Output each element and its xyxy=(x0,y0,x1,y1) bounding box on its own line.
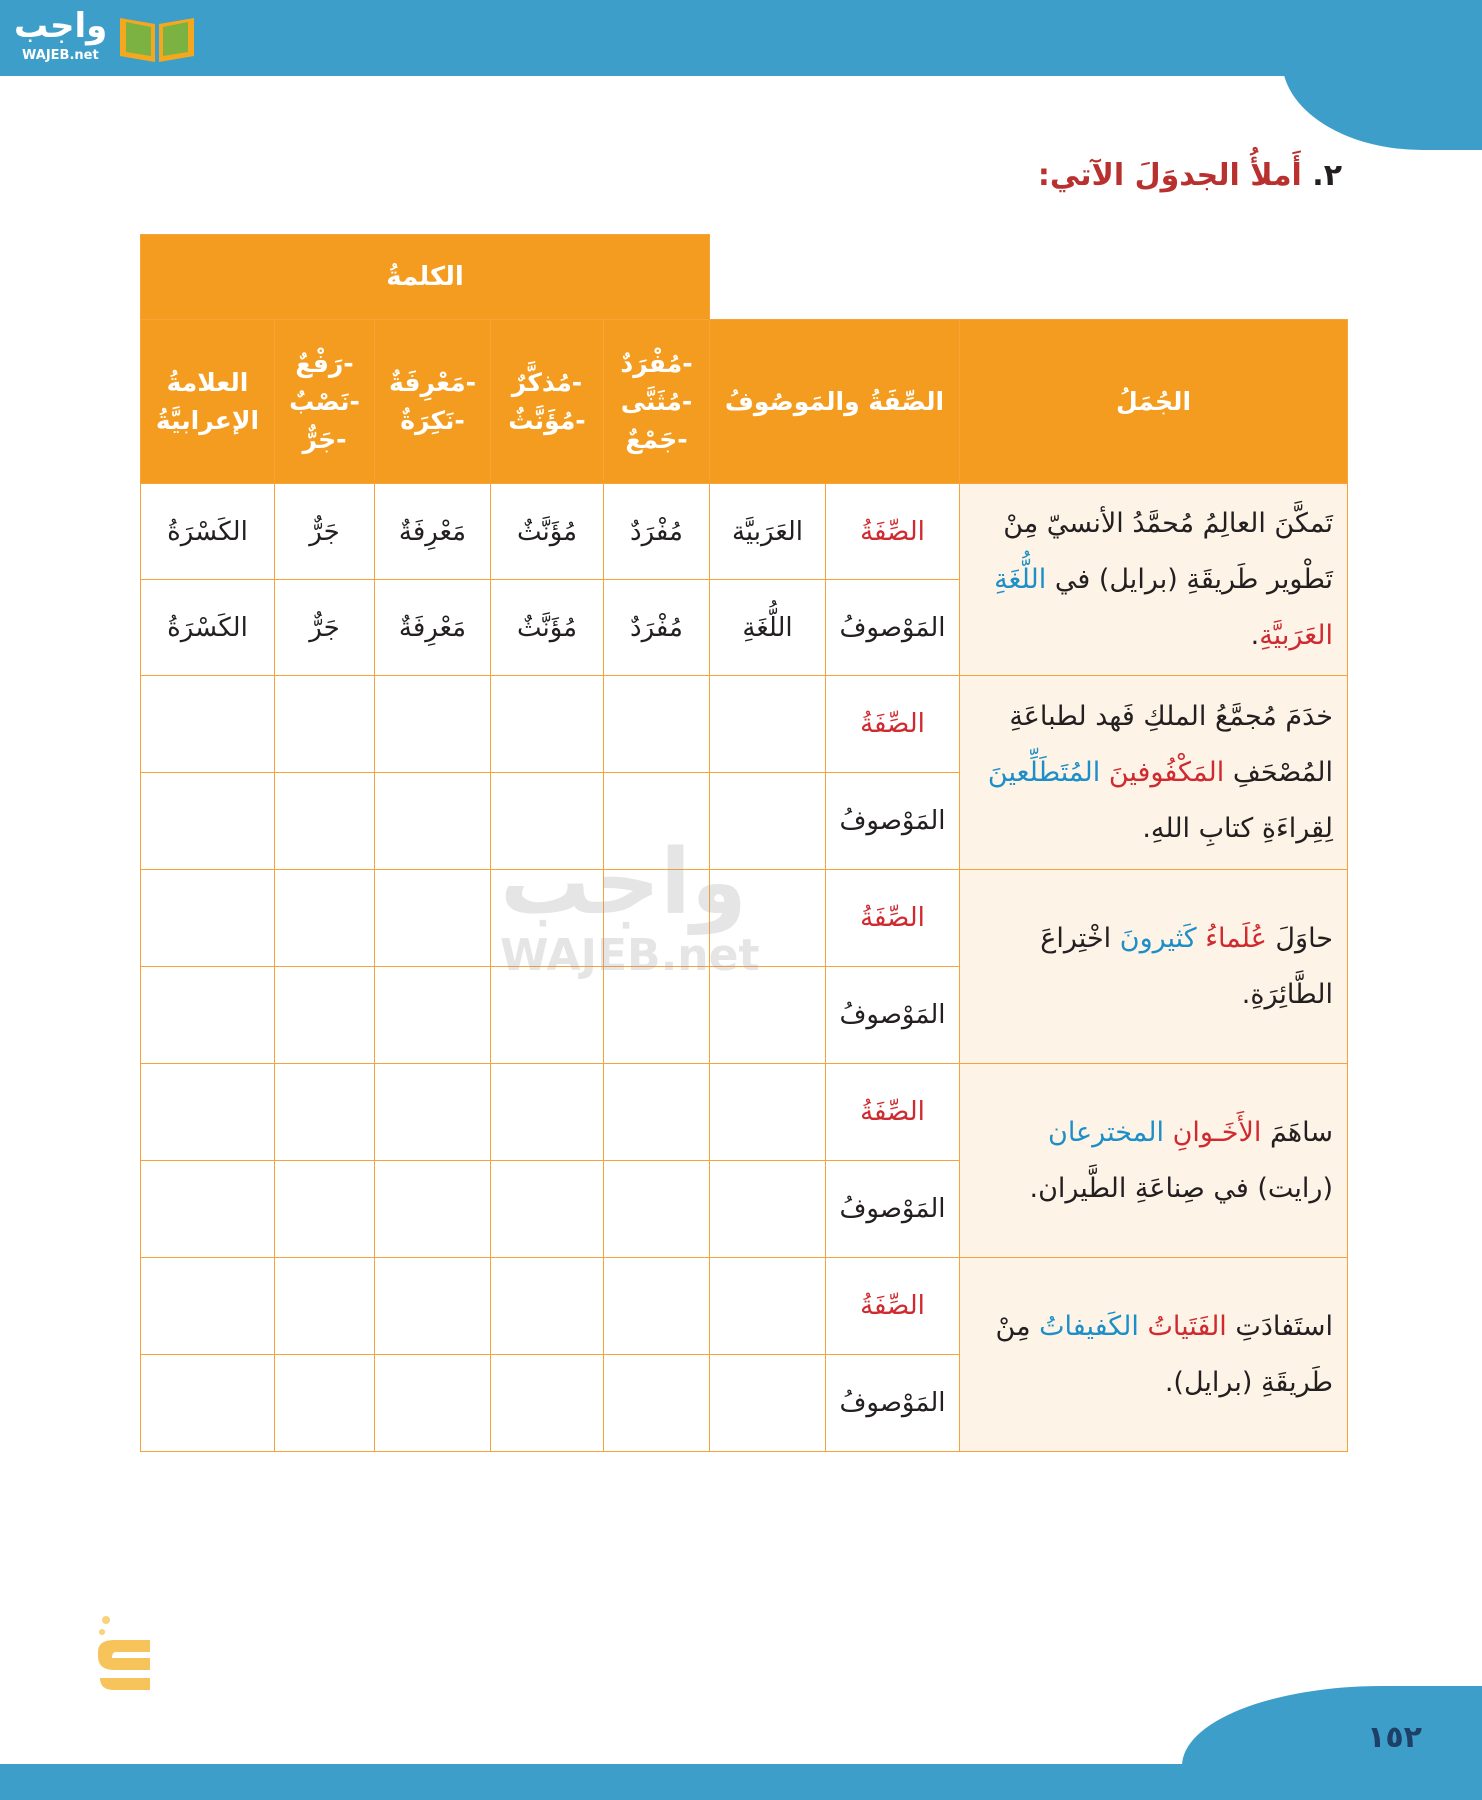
sentence-highlight-red: الأَخَـوانِ xyxy=(1172,1116,1262,1148)
sentence-highlight-blue: المُتَطَلِّعينَ xyxy=(987,756,1101,788)
answer-cell-number[interactable] xyxy=(604,1258,710,1355)
answer-cell-number[interactable] xyxy=(604,676,710,773)
answer-cell-case[interactable]: جَرٌّ xyxy=(275,580,375,676)
header-gender xyxy=(491,320,604,484)
answer-cell-marker[interactable] xyxy=(141,676,275,773)
answer-cell-gender[interactable] xyxy=(491,1161,604,1258)
answer-cell-definiteness[interactable]: مَعْرِفَةٌ xyxy=(375,580,491,676)
sentence-text: اخْتِراعَ الطَّائِرَةِ. xyxy=(1040,922,1333,1010)
header-definiteness xyxy=(375,320,491,484)
role-label-mawsuf: المَوْصوفُ xyxy=(826,1355,960,1452)
answer-cell-gender[interactable] xyxy=(491,676,604,773)
logo-domain: WAJEB.net xyxy=(22,48,99,63)
sentence-cell xyxy=(960,1064,1348,1258)
sentence-text: استَفادَتِ xyxy=(1226,1310,1333,1342)
sentence-cell xyxy=(960,676,1348,870)
role-label-sifa: الصِّفَةُ xyxy=(826,1258,960,1355)
header-marker-line: العلامةُ xyxy=(166,367,249,397)
answer-cell-gender[interactable]: مُؤَنَّثٌ xyxy=(491,580,604,676)
role-label-mawsuf: المَوْصوفُ xyxy=(826,967,960,1064)
sentence-text: حاوَلَ xyxy=(1266,922,1333,954)
table-corner xyxy=(710,235,1348,320)
sentence-highlight-blue: اللُّغَةِ xyxy=(994,563,1047,595)
answer-cell-case[interactable] xyxy=(275,676,375,773)
answer-cell-number[interactable]: مُفْرَدٌ xyxy=(604,484,710,580)
table-row xyxy=(141,1064,1348,1161)
header-case-line: -رَفْعٌ xyxy=(295,348,354,378)
sentence-text: لِقِراءَةِ كتابِ اللهِ. xyxy=(1142,812,1333,844)
answer-cell-marker[interactable] xyxy=(141,967,275,1064)
answer-cell-number[interactable]: مُفْرَدٌ xyxy=(604,580,710,676)
exercise-instruction: أَملأُ الجدوَلَ الآتي: xyxy=(1037,158,1302,193)
watermark-domain: WAJEB.net xyxy=(500,930,760,981)
sentence-text: ساهَمَ xyxy=(1261,1116,1333,1148)
answer-cell-case[interactable] xyxy=(275,1064,375,1161)
header-number-line: -مُفْرَدٌ xyxy=(620,348,693,378)
answer-cell-marker[interactable] xyxy=(141,773,275,870)
sentence-text: (رايت) في صِناعَةِ الطَّيران. xyxy=(1029,1172,1333,1204)
answer-cell-number[interactable] xyxy=(604,1064,710,1161)
header-sifa-mawsuf: الصِّفَةُ والمَوصُوفُ xyxy=(710,320,960,484)
answer-cell-definiteness[interactable] xyxy=(375,1161,491,1258)
header-case-line: -جَرٌّ xyxy=(302,424,347,454)
answer-cell-marker[interactable] xyxy=(141,1161,275,1258)
header-number-line: -جَمْعٌ xyxy=(625,424,688,454)
answer-cell-definiteness[interactable]: مَعْرِفَةٌ xyxy=(375,484,491,580)
answer-cell-word[interactable]: اللُّغَةِ xyxy=(710,580,826,676)
sentence-highlight-blue: كَثيرونَ xyxy=(1119,922,1197,954)
answer-cell-marker[interactable] xyxy=(141,1258,275,1355)
answer-cell-case[interactable] xyxy=(275,1355,375,1452)
role-label-mawsuf: المَوْصوفُ xyxy=(826,1161,960,1258)
answer-cell-case[interactable] xyxy=(275,1161,375,1258)
role-label-mawsuf: المَوْصوفُ xyxy=(826,773,960,870)
answer-cell-gender[interactable] xyxy=(491,1258,604,1355)
answer-cell-case[interactable]: جَرٌّ xyxy=(275,484,375,580)
role-label-sifa: الصِّفَةُ xyxy=(826,484,960,580)
table-row xyxy=(141,1258,1348,1355)
answer-cell-word[interactable] xyxy=(710,676,826,773)
watermark xyxy=(500,830,1000,990)
top-banner xyxy=(0,0,1482,76)
answer-cell-case[interactable] xyxy=(275,967,375,1064)
header-gender-line: -مُؤَنَّثٌ xyxy=(508,405,586,435)
answer-cell-definiteness[interactable] xyxy=(375,1258,491,1355)
answer-cell-definiteness[interactable] xyxy=(375,1064,491,1161)
answer-cell-definiteness[interactable] xyxy=(375,967,491,1064)
header-definiteness-line: -نَكِرَةٌ xyxy=(400,405,465,435)
sentence-highlight-red: المَكْفُوفينَ xyxy=(1108,756,1225,788)
answer-cell-case[interactable] xyxy=(275,1258,375,1355)
answer-cell-word[interactable] xyxy=(710,1258,826,1355)
answer-cell-word[interactable] xyxy=(710,1355,826,1452)
answer-cell-marker[interactable]: الكَسْرَةُ xyxy=(141,484,275,580)
answer-cell-word[interactable] xyxy=(710,1161,826,1258)
answer-cell-marker[interactable] xyxy=(141,1355,275,1452)
answer-cell-gender[interactable]: مُؤَنَّثٌ xyxy=(491,484,604,580)
header-definiteness-line: -مَعْرِفَةٌ xyxy=(388,367,477,397)
sentence-highlight-blue: المخترعان xyxy=(1048,1116,1164,1148)
header-number-line: -مُثَنَّى xyxy=(620,386,693,416)
table-row xyxy=(141,484,1348,580)
sentence-cell xyxy=(960,1258,1348,1452)
answer-cell-word[interactable]: العَرَبيَّة xyxy=(710,484,826,580)
top-banner-curve xyxy=(1282,50,1482,150)
header-sentences: الجُمَلُ xyxy=(960,320,1348,484)
book-icon xyxy=(118,12,196,64)
sentence-highlight-red: الفَتَياتُ xyxy=(1147,1310,1227,1342)
wajeb-logo[interactable] xyxy=(10,6,190,68)
answer-cell-case[interactable] xyxy=(275,870,375,967)
sentence-text xyxy=(1164,1117,1173,1148)
table-row xyxy=(141,676,1348,773)
header-case xyxy=(275,320,375,484)
answer-cell-definiteness[interactable] xyxy=(375,773,491,870)
header-case-line: -نَصْبٌ xyxy=(289,386,360,416)
bottom-banner xyxy=(0,1764,1482,1800)
role-label-sifa: الصِّفَةُ xyxy=(826,870,960,967)
answer-cell-definiteness[interactable] xyxy=(375,676,491,773)
sentence-text: . xyxy=(1250,619,1260,651)
sentence-text: خدَمَ مُجمَّعُ الملكِ فَهد لطباعَةِ المُصْحَفِ xyxy=(1009,700,1333,788)
answer-cell-number[interactable] xyxy=(604,1355,710,1452)
header-gender-line: -مُذكَّرٌ xyxy=(511,367,583,397)
exercise-number: ٢. xyxy=(1312,158,1342,193)
answer-cell-definiteness[interactable] xyxy=(375,870,491,967)
sentence-cell xyxy=(960,870,1348,1064)
answer-cell-gender[interactable] xyxy=(491,1064,604,1161)
watermark-text: واجب xyxy=(500,830,747,935)
role-label-sifa: الصِّفَةُ xyxy=(826,676,960,773)
sentence-highlight-blue: الكَفيفاتُ xyxy=(1039,1310,1139,1342)
page-number: ١٥٢ xyxy=(1367,1720,1422,1755)
answer-cell-number[interactable] xyxy=(604,1161,710,1258)
sentence-text xyxy=(1100,757,1109,788)
logo-word: واجب xyxy=(14,6,108,46)
sentence-text: مِنْ طَريقَةِ (برايل). xyxy=(995,1310,1333,1398)
header-number xyxy=(604,320,710,484)
answer-cell-marker[interactable] xyxy=(141,1064,275,1161)
answer-cell-word[interactable] xyxy=(710,1064,826,1161)
answer-cell-definiteness[interactable] xyxy=(375,1355,491,1452)
side-brand-icon xyxy=(92,1612,162,1700)
answer-cell-gender[interactable] xyxy=(491,1355,604,1452)
answer-cell-case[interactable] xyxy=(275,773,375,870)
sentence-text: تَمكَّنَ العالِمُ مُحمَّدُ الأنسيّ مِنْ تَطْوير طَريقَةِ (برايل) في xyxy=(1003,507,1333,595)
sentence-highlight-red: العَرَبيَّةِ xyxy=(1259,619,1333,651)
sentence-text xyxy=(1197,923,1206,954)
role-label-mawsuf: المَوْصوفُ xyxy=(826,580,960,676)
sentence-cell xyxy=(960,484,1348,676)
role-label-sifa: الصِّفَةُ xyxy=(826,1064,960,1161)
header-marker xyxy=(141,320,275,484)
header-marker-line: الإعرابيَّةُ xyxy=(155,405,260,435)
sentence-highlight-red: عُلَماءُ xyxy=(1205,922,1267,954)
exercise-title xyxy=(1038,158,1342,193)
answer-cell-marker[interactable] xyxy=(141,870,275,967)
answer-cell-marker[interactable]: الكَسْرَةُ xyxy=(141,580,275,676)
word-group-header: الكلمةُ xyxy=(141,235,710,320)
